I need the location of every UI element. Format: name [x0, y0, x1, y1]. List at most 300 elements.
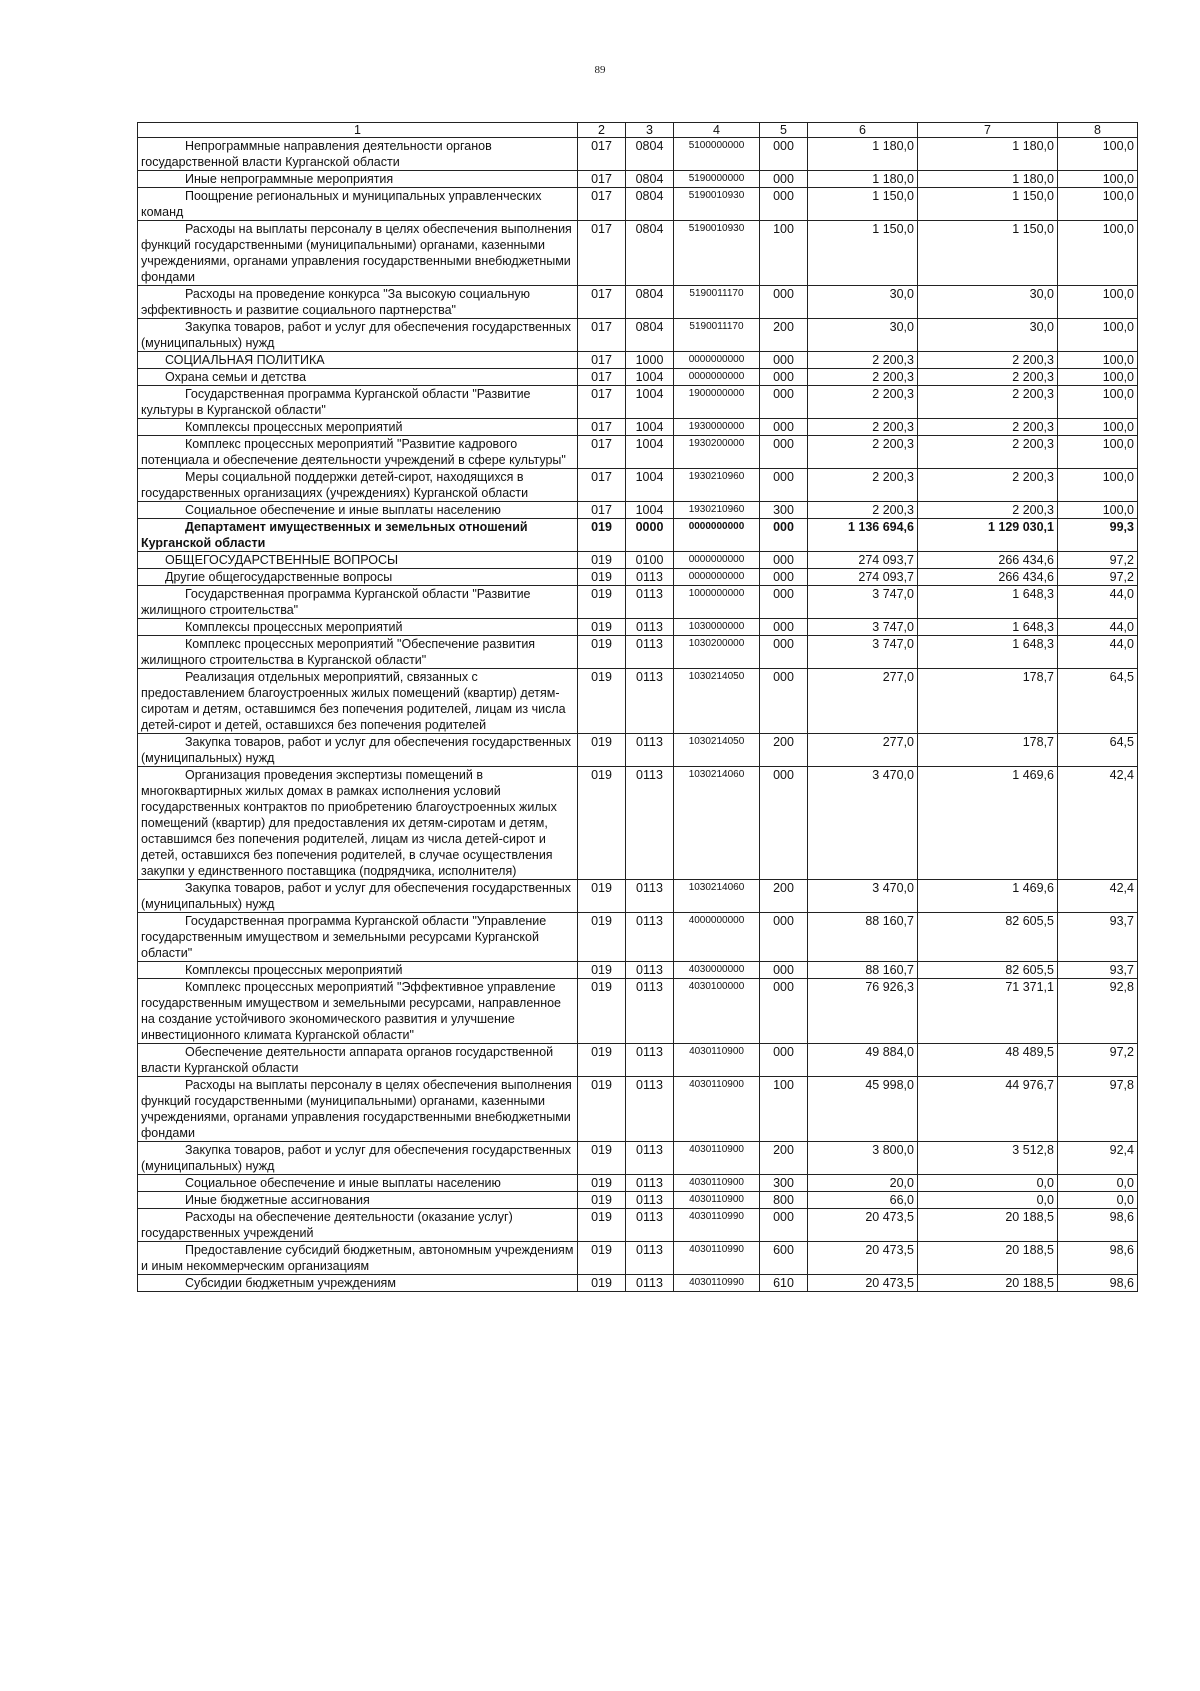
target-article-code: 1930210960 [674, 502, 760, 519]
planned-amount: 274 093,7 [808, 552, 918, 569]
execution-percent: 100,0 [1058, 386, 1138, 419]
row-name: Меры социальной поддержки детей-сирот, находящихся в государственных организациях (учреждениях) Курганской области [141, 470, 529, 500]
expense-type-code: 200 [760, 734, 808, 767]
execution-percent: 98,6 [1058, 1242, 1138, 1275]
execution-percent: 97,2 [1058, 1044, 1138, 1077]
row-name: Комплекс процессных мероприятий "Обеспечение развития жилищного строительства в Курганской области" [141, 637, 536, 667]
planned-amount: 1 180,0 [808, 171, 918, 188]
ministry-code: 019 [578, 1077, 626, 1142]
planned-amount: 2 200,3 [808, 502, 918, 519]
section-code: 0113 [626, 586, 674, 619]
column-header: 8 [1058, 123, 1138, 138]
section-code: 1000 [626, 352, 674, 369]
executed-amount: 1 150,0 [918, 221, 1058, 286]
execution-percent: 0,0 [1058, 1192, 1138, 1209]
expense-type-code: 000 [760, 519, 808, 552]
expense-type-code: 000 [760, 138, 808, 171]
expense-type-code: 000 [760, 636, 808, 669]
row-name: Охрана семьи и детства [165, 370, 307, 384]
table-row [138, 369, 1138, 386]
target-article-code: 0000000000 [674, 569, 760, 586]
ministry-code: 019 [578, 519, 626, 552]
section-code: 1004 [626, 369, 674, 386]
executed-amount: 266 434,6 [918, 569, 1058, 586]
executed-amount: 1 180,0 [918, 138, 1058, 171]
section-code: 0113 [626, 669, 674, 734]
execution-percent: 100,0 [1058, 138, 1138, 171]
expense-type-code: 000 [760, 469, 808, 502]
budget-table [137, 122, 1138, 1292]
section-code: 1004 [626, 436, 674, 469]
row-name-cell [138, 586, 578, 619]
executed-amount: 1 180,0 [918, 171, 1058, 188]
ministry-code: 017 [578, 171, 626, 188]
executed-amount: 48 489,5 [918, 1044, 1058, 1077]
executed-amount: 1 129 030,1 [918, 519, 1058, 552]
execution-percent: 100,0 [1058, 171, 1138, 188]
execution-percent: 93,7 [1058, 962, 1138, 979]
section-code: 0113 [626, 979, 674, 1044]
ministry-code: 017 [578, 369, 626, 386]
row-name-cell [138, 436, 578, 469]
row-name-cell [138, 767, 578, 880]
execution-percent: 98,6 [1058, 1209, 1138, 1242]
row-name: Непрограммные направления деятельности органов государственной власти Курганской области [141, 139, 492, 169]
target-article-code: 4030110900 [674, 1175, 760, 1192]
table-row [138, 962, 1138, 979]
target-article-code: 1030214060 [674, 767, 760, 880]
row-name-cell [138, 1209, 578, 1242]
planned-amount: 1 150,0 [808, 221, 918, 286]
planned-amount: 2 200,3 [808, 369, 918, 386]
planned-amount: 1 150,0 [808, 188, 918, 221]
execution-percent: 92,8 [1058, 979, 1138, 1044]
planned-amount: 3 470,0 [808, 767, 918, 880]
expense-type-code: 300 [760, 502, 808, 519]
row-name-cell [138, 552, 578, 569]
executed-amount: 2 200,3 [918, 436, 1058, 469]
executed-amount: 20 188,5 [918, 1209, 1058, 1242]
ministry-code: 019 [578, 734, 626, 767]
expense-type-code: 000 [760, 669, 808, 734]
row-name: ОБЩЕГОСУДАРСТВЕННЫЕ ВОПРОСЫ [165, 553, 399, 567]
ministry-code: 019 [578, 1242, 626, 1275]
table-row [138, 1275, 1138, 1292]
section-code: 0113 [626, 767, 674, 880]
section-code: 0804 [626, 188, 674, 221]
row-name: Государственная программа Курганской области "Управление государственным имуществом и земельными ресурсами Курганской области" [141, 914, 547, 960]
row-name: Комплекс процессных мероприятий "Развитие кадрового потенциала и обеспечение деятельности учреждений в сфере культуры" [141, 437, 566, 467]
row-name: Субсидии бюджетным учреждениям [185, 1276, 396, 1290]
execution-percent: 92,4 [1058, 1142, 1138, 1175]
planned-amount: 2 200,3 [808, 386, 918, 419]
ministry-code: 019 [578, 636, 626, 669]
execution-percent: 98,6 [1058, 1275, 1138, 1292]
row-name-cell [138, 636, 578, 669]
planned-amount: 76 926,3 [808, 979, 918, 1044]
executed-amount: 2 200,3 [918, 419, 1058, 436]
row-name: Комплексы процессных мероприятий [185, 420, 403, 434]
ministry-code: 017 [578, 436, 626, 469]
executed-amount: 30,0 [918, 319, 1058, 352]
expense-type-code: 610 [760, 1275, 808, 1292]
ministry-code: 017 [578, 221, 626, 286]
expense-type-code: 000 [760, 286, 808, 319]
row-name-cell [138, 419, 578, 436]
expense-type-code: 000 [760, 171, 808, 188]
table-row [138, 352, 1138, 369]
table-row [138, 519, 1138, 552]
table-row [138, 1044, 1138, 1077]
section-code: 0100 [626, 552, 674, 569]
table-row [138, 188, 1138, 221]
row-name: Комплекс процессных мероприятий "Эффективное управление государственным имуществом и земельными ресурсами, направленное на создание устойчивого экономического развития и улучшение инвестиционного климата Курганской области" [141, 980, 562, 1042]
table-row [138, 552, 1138, 569]
row-name-cell [138, 569, 578, 586]
row-name-cell [138, 519, 578, 552]
ministry-code: 019 [578, 962, 626, 979]
row-name-cell [138, 221, 578, 286]
section-code: 1004 [626, 502, 674, 519]
expense-type-code: 000 [760, 436, 808, 469]
planned-amount: 2 200,3 [808, 419, 918, 436]
target-article-code: 1000000000 [674, 586, 760, 619]
ministry-code: 019 [578, 979, 626, 1044]
table-row [138, 979, 1138, 1044]
executed-amount: 178,7 [918, 669, 1058, 734]
target-article-code: 4030110990 [674, 1275, 760, 1292]
expense-type-code: 000 [760, 386, 808, 419]
target-article-code: 4030100000 [674, 979, 760, 1044]
section-code: 0113 [626, 569, 674, 586]
section-code: 0804 [626, 171, 674, 188]
planned-amount: 2 200,3 [808, 352, 918, 369]
target-article-code: 0000000000 [674, 519, 760, 552]
planned-amount: 2 200,3 [808, 469, 918, 502]
table-row [138, 1175, 1138, 1192]
target-article-code: 4030110900 [674, 1142, 760, 1175]
planned-amount: 45 998,0 [808, 1077, 918, 1142]
table-row [138, 569, 1138, 586]
row-name-cell [138, 1077, 578, 1142]
expense-type-code: 100 [760, 221, 808, 286]
row-name: Организация проведения экспертизы помещений в многоквартирных жилых домах в рамках исполнения условий государственных контрактов по приобретению благоустроенных жилых помещений (квартир) для предоставления их детям-сиротам и детям, оставшимся без попечения родителей, лицам из числа детей-сирот и детей, оставшихся без попечения родителей, в случае осуществления закупки у единственного поставщика (подрядчика, исполнителя) [141, 768, 557, 878]
execution-percent: 97,2 [1058, 552, 1138, 569]
execution-percent: 100,0 [1058, 286, 1138, 319]
ministry-code: 017 [578, 286, 626, 319]
expense-type-code: 000 [760, 419, 808, 436]
column-header: 2 [578, 123, 626, 138]
row-name: Комплексы процессных мероприятий [185, 963, 403, 977]
ministry-code: 019 [578, 552, 626, 569]
execution-percent: 100,0 [1058, 419, 1138, 436]
row-name: Департамент имущественных и земельных отношений Курганской области [141, 520, 528, 550]
row-name: Обеспечение деятельности аппарата органов государственной власти Курганской области [141, 1045, 554, 1075]
section-code: 0113 [626, 880, 674, 913]
row-name-cell [138, 171, 578, 188]
execution-percent: 44,0 [1058, 636, 1138, 669]
planned-amount: 1 180,0 [808, 138, 918, 171]
executed-amount: 44 976,7 [918, 1077, 1058, 1142]
expense-type-code: 200 [760, 880, 808, 913]
ministry-code: 017 [578, 469, 626, 502]
target-article-code: 1900000000 [674, 386, 760, 419]
row-name: Иные непрограммные мероприятия [185, 172, 394, 186]
execution-percent: 64,5 [1058, 669, 1138, 734]
page-number: 89 [594, 64, 606, 76]
row-name: Иные бюджетные ассигнования [185, 1193, 370, 1207]
execution-percent: 100,0 [1058, 369, 1138, 386]
table-row [138, 619, 1138, 636]
execution-percent: 42,4 [1058, 880, 1138, 913]
table-row [138, 880, 1138, 913]
section-code: 0113 [626, 636, 674, 669]
row-name: Закупка товаров, работ и услуг для обеспечения государственных (муниципальных) нужд [141, 1143, 571, 1173]
budget-table-body [138, 123, 1138, 1292]
ministry-code: 019 [578, 1192, 626, 1209]
target-article-code: 1030214060 [674, 880, 760, 913]
table-row [138, 767, 1138, 880]
executed-amount: 0,0 [918, 1192, 1058, 1209]
table-row [138, 171, 1138, 188]
row-name-cell [138, 352, 578, 369]
expense-type-code: 000 [760, 767, 808, 880]
target-article-code: 4030110990 [674, 1242, 760, 1275]
execution-percent: 100,0 [1058, 352, 1138, 369]
row-name-cell [138, 502, 578, 519]
planned-amount: 88 160,7 [808, 913, 918, 962]
planned-amount: 30,0 [808, 286, 918, 319]
expense-type-code: 000 [760, 913, 808, 962]
table-row [138, 221, 1138, 286]
ministry-code: 019 [578, 586, 626, 619]
column-header: 6 [808, 123, 918, 138]
ministry-code: 017 [578, 319, 626, 352]
execution-percent: 44,0 [1058, 586, 1138, 619]
section-code: 0113 [626, 1077, 674, 1142]
ministry-code: 019 [578, 1044, 626, 1077]
target-article-code: 0000000000 [674, 352, 760, 369]
expense-type-code: 100 [760, 1077, 808, 1142]
planned-amount: 2 200,3 [808, 436, 918, 469]
target-article-code: 1030000000 [674, 619, 760, 636]
planned-amount: 277,0 [808, 734, 918, 767]
expense-type-code: 200 [760, 1142, 808, 1175]
ministry-code: 017 [578, 138, 626, 171]
expense-type-code: 000 [760, 369, 808, 386]
table-row [138, 1209, 1138, 1242]
expense-type-code: 800 [760, 1192, 808, 1209]
expense-type-code: 300 [760, 1175, 808, 1192]
target-article-code: 5190011170 [674, 286, 760, 319]
execution-percent: 100,0 [1058, 221, 1138, 286]
section-code: 0113 [626, 734, 674, 767]
table-row [138, 734, 1138, 767]
execution-percent: 100,0 [1058, 469, 1138, 502]
planned-amount: 88 160,7 [808, 962, 918, 979]
expense-type-code: 000 [760, 619, 808, 636]
row-name-cell [138, 1275, 578, 1292]
planned-amount: 3 747,0 [808, 619, 918, 636]
row-name: Другие общегосударственные вопросы [165, 570, 393, 584]
planned-amount: 277,0 [808, 669, 918, 734]
expense-type-code: 000 [760, 1044, 808, 1077]
section-code: 1004 [626, 386, 674, 419]
table-row [138, 286, 1138, 319]
section-code: 0804 [626, 221, 674, 286]
row-name-cell [138, 1192, 578, 1209]
ministry-code: 019 [578, 619, 626, 636]
row-name: Поощрение региональных и муниципальных управленческих команд [141, 189, 542, 219]
ministry-code: 017 [578, 352, 626, 369]
executed-amount: 1 150,0 [918, 188, 1058, 221]
target-article-code: 5190010930 [674, 221, 760, 286]
target-article-code: 4030110900 [674, 1044, 760, 1077]
column-header: 7 [918, 123, 1058, 138]
table-row [138, 502, 1138, 519]
executed-amount: 0,0 [918, 1175, 1058, 1192]
table-row [138, 1142, 1138, 1175]
section-code: 0000 [626, 519, 674, 552]
row-name-cell [138, 962, 578, 979]
row-name: СОЦИАЛЬНАЯ ПОЛИТИКА [165, 353, 325, 367]
target-article-code: 4030110900 [674, 1077, 760, 1142]
section-code: 0113 [626, 1142, 674, 1175]
planned-amount: 20 473,5 [808, 1275, 918, 1292]
expense-type-code: 000 [760, 1209, 808, 1242]
ministry-code: 019 [578, 1175, 626, 1192]
column-header: 3 [626, 123, 674, 138]
executed-amount: 1 469,6 [918, 767, 1058, 880]
expense-type-code: 000 [760, 979, 808, 1044]
expense-type-code: 000 [760, 586, 808, 619]
section-code: 0113 [626, 962, 674, 979]
section-code: 0113 [626, 1209, 674, 1242]
ministry-code: 019 [578, 669, 626, 734]
table-row [138, 138, 1138, 171]
executed-amount: 82 605,5 [918, 962, 1058, 979]
row-name-cell [138, 913, 578, 962]
row-name-cell [138, 319, 578, 352]
executed-amount: 2 200,3 [918, 502, 1058, 519]
row-name-cell [138, 369, 578, 386]
column-header: 4 [674, 123, 760, 138]
ministry-code: 019 [578, 880, 626, 913]
row-name-cell [138, 188, 578, 221]
executed-amount: 178,7 [918, 734, 1058, 767]
section-code: 0113 [626, 1275, 674, 1292]
target-article-code: 5190000000 [674, 171, 760, 188]
executed-amount: 1 648,3 [918, 619, 1058, 636]
executed-amount: 1 469,6 [918, 880, 1058, 913]
row-name: Государственная программа Курганской области "Развитие жилищного строительства" [141, 587, 531, 617]
row-name: Расходы на проведение конкурса "За высокую социальную эффективность и развитие социального партнерства" [141, 287, 531, 317]
table-row [138, 319, 1138, 352]
row-name-cell [138, 1044, 578, 1077]
ministry-code: 019 [578, 569, 626, 586]
target-article-code: 1030214050 [674, 734, 760, 767]
ministry-code: 017 [578, 419, 626, 436]
table-row [138, 386, 1138, 419]
row-name: Закупка товаров, работ и услуг для обеспечения государственных (муниципальных) нужд [141, 320, 571, 350]
table-row [138, 669, 1138, 734]
row-name: Предоставление субсидий бюджетным, автономным учреждениям и иным некоммерческим организациям [141, 1243, 574, 1273]
expense-type-code: 000 [760, 962, 808, 979]
expense-type-code: 000 [760, 352, 808, 369]
section-code: 0113 [626, 913, 674, 962]
row-name-cell [138, 386, 578, 419]
planned-amount: 1 136 694,6 [808, 519, 918, 552]
executed-amount: 82 605,5 [918, 913, 1058, 962]
planned-amount: 3 747,0 [808, 586, 918, 619]
row-name-cell [138, 286, 578, 319]
executed-amount: 1 648,3 [918, 586, 1058, 619]
execution-percent: 100,0 [1058, 319, 1138, 352]
row-name: Расходы на обеспечение деятельности (оказание услуг) государственных учреждений [141, 1210, 513, 1240]
table-row [138, 469, 1138, 502]
target-article-code: 5190011170 [674, 319, 760, 352]
row-name-cell [138, 1175, 578, 1192]
row-name: Реализация отдельных мероприятий, связанных с предоставлением благоустроенных жилых помещений (квартир) детям-сиротам и детям, оставшимся без попечения родителей, лицам из числа детей-сирот и детей, оставшихся без попечения родителей [141, 670, 566, 732]
target-article-code: 5190010930 [674, 188, 760, 221]
planned-amount: 30,0 [808, 319, 918, 352]
target-article-code: 1030214050 [674, 669, 760, 734]
column-header: 5 [760, 123, 808, 138]
row-name: Расходы на выплаты персоналу в целях обеспечения выполнения функций государственными (муниципальными) органами, казенными учреждениями, органами управления государственными внебюджетными фондами [141, 1078, 572, 1140]
column-number-row [138, 123, 1138, 138]
section-code: 0113 [626, 1175, 674, 1192]
ministry-code: 017 [578, 502, 626, 519]
row-name-cell [138, 734, 578, 767]
target-article-code: 1930000000 [674, 419, 760, 436]
section-code: 0113 [626, 619, 674, 636]
execution-percent: 42,4 [1058, 767, 1138, 880]
row-name: Социальное обеспечение и иные выплаты населению [185, 1176, 501, 1190]
target-article-code: 0000000000 [674, 552, 760, 569]
row-name-cell [138, 979, 578, 1044]
ministry-code: 019 [578, 1209, 626, 1242]
row-name: Закупка товаров, работ и услуг для обеспечения государственных (муниципальных) нужд [141, 881, 571, 911]
execution-percent: 93,7 [1058, 913, 1138, 962]
execution-percent: 97,8 [1058, 1077, 1138, 1142]
execution-percent: 100,0 [1058, 188, 1138, 221]
executed-amount: 2 200,3 [918, 469, 1058, 502]
expense-type-code: 200 [760, 319, 808, 352]
planned-amount: 3 470,0 [808, 880, 918, 913]
executed-amount: 30,0 [918, 286, 1058, 319]
table-row [138, 1242, 1138, 1275]
execution-percent: 97,2 [1058, 569, 1138, 586]
target-article-code: 4030110990 [674, 1209, 760, 1242]
execution-percent: 100,0 [1058, 502, 1138, 519]
target-article-code: 1930200000 [674, 436, 760, 469]
section-code: 0804 [626, 138, 674, 171]
planned-amount: 20 473,5 [808, 1209, 918, 1242]
execution-percent: 100,0 [1058, 436, 1138, 469]
ministry-code: 017 [578, 386, 626, 419]
row-name-cell [138, 138, 578, 171]
column-header: 1 [138, 123, 578, 138]
row-name: Расходы на выплаты персоналу в целях обеспечения выполнения функций государственными (муниципальными) органами, казенными учреждениями, органами управления государственными внебюджетными фондами [141, 222, 572, 284]
executed-amount: 71 371,1 [918, 979, 1058, 1044]
executed-amount: 3 512,8 [918, 1142, 1058, 1175]
execution-percent: 99,3 [1058, 519, 1138, 552]
expense-type-code: 000 [760, 188, 808, 221]
table-row [138, 436, 1138, 469]
expense-type-code: 000 [760, 552, 808, 569]
planned-amount: 49 884,0 [808, 1044, 918, 1077]
row-name-cell [138, 669, 578, 734]
